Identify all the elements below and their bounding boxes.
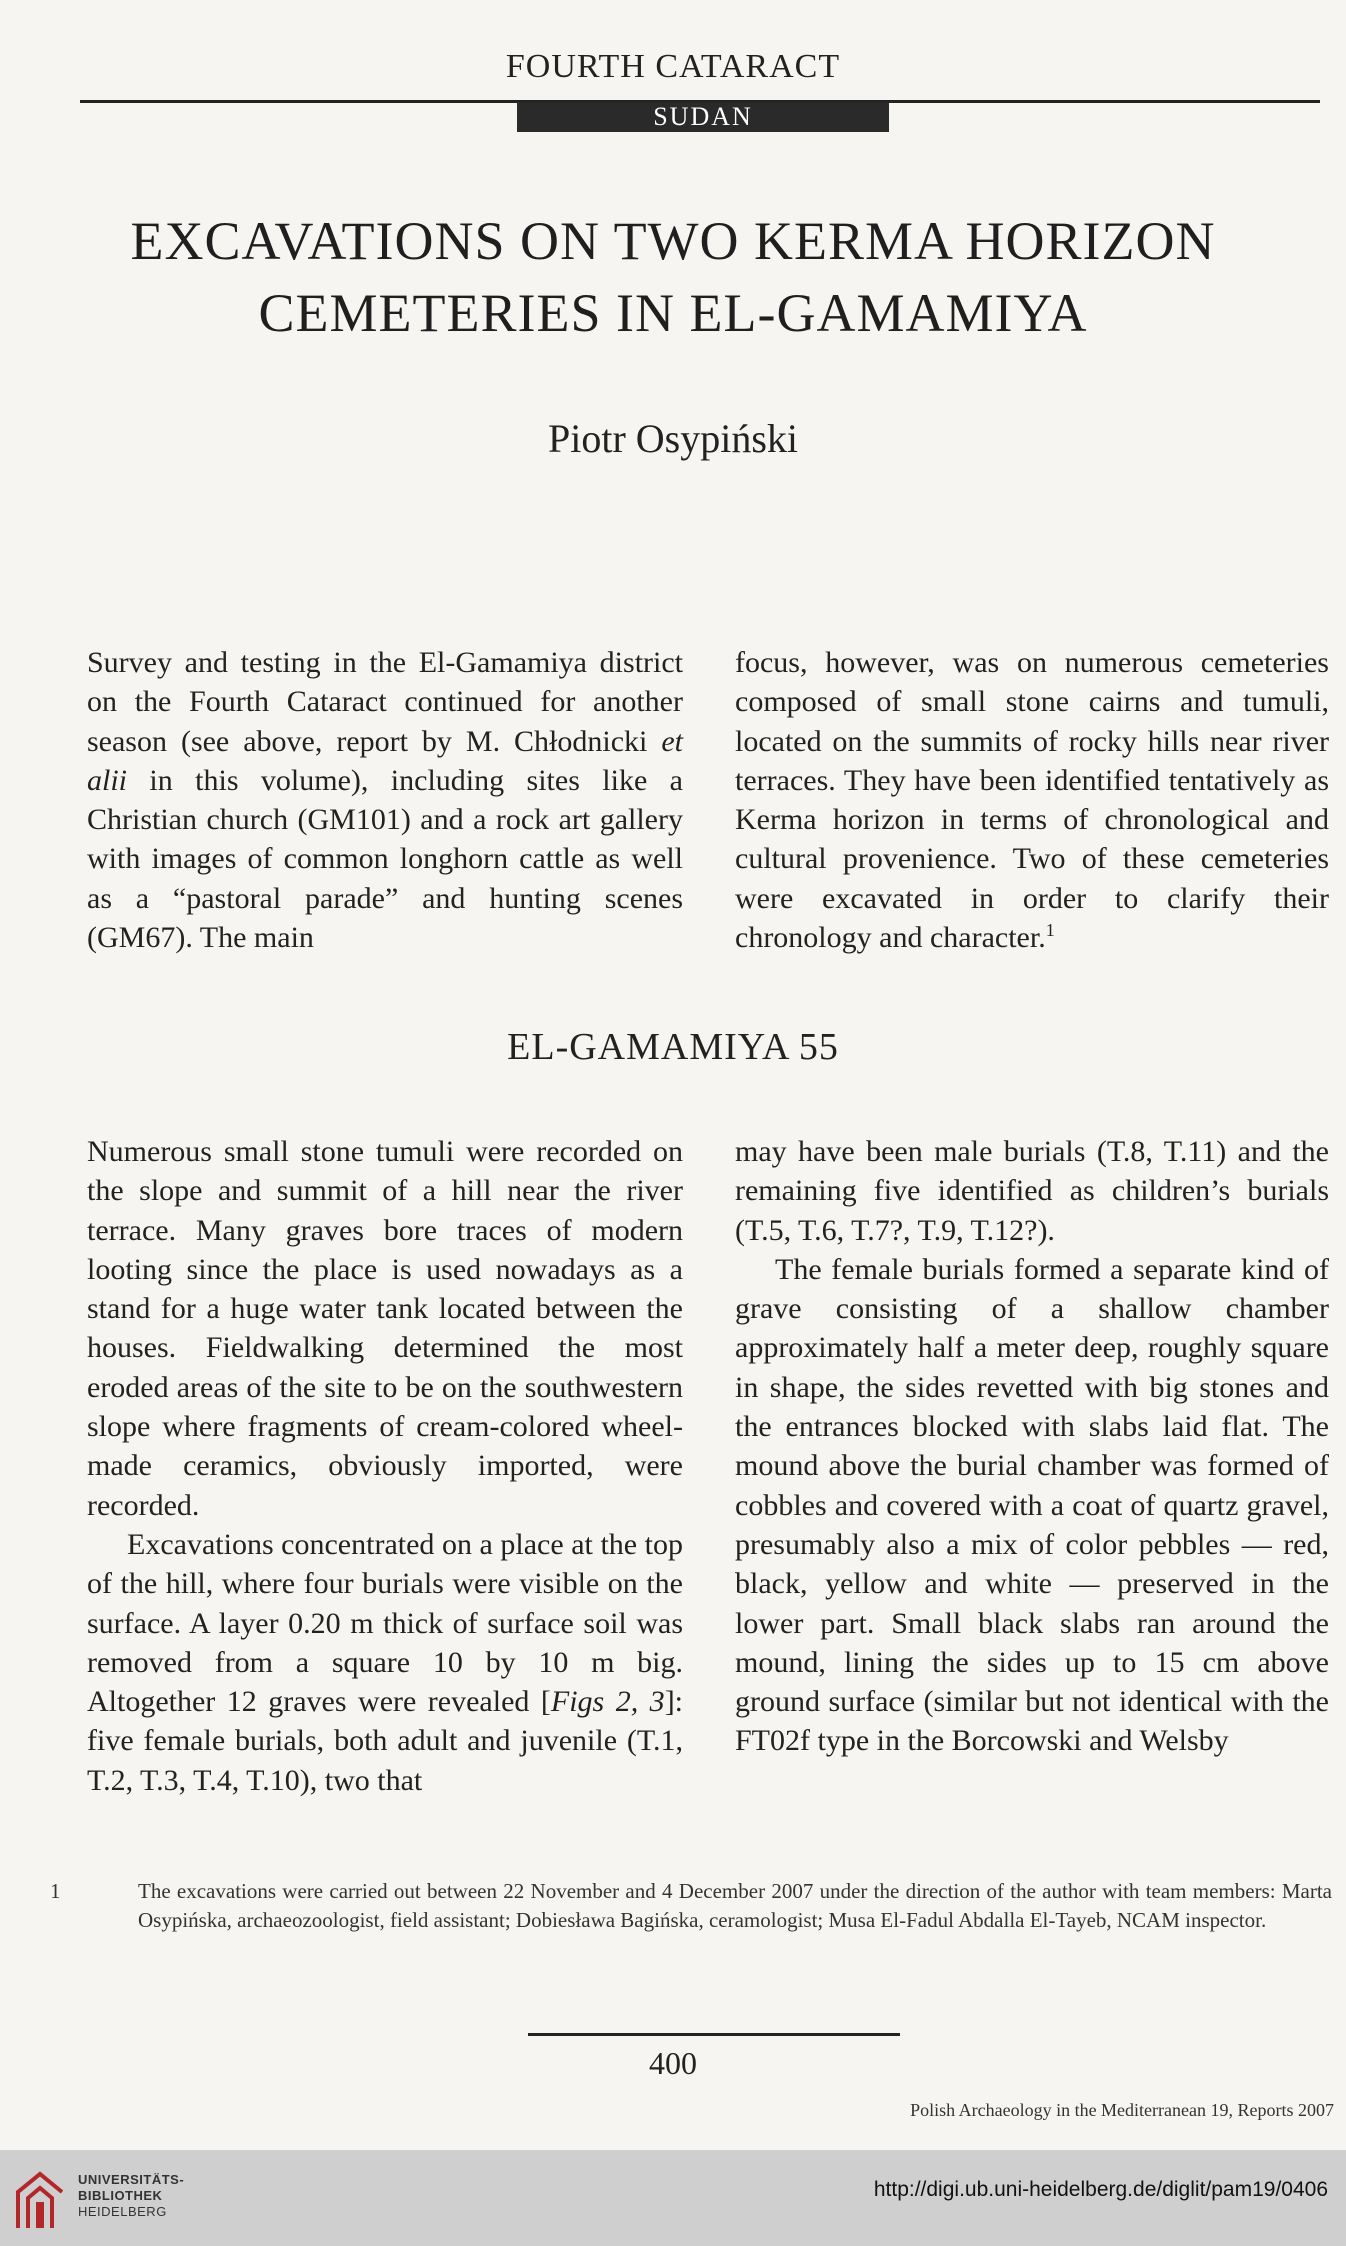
library-line-2: BIBLIOTHEK	[78, 2188, 163, 2203]
footnote-number: 1	[50, 1879, 61, 1903]
intro-et-alii: et alii	[87, 724, 683, 797]
section-paragraph-3: may have been male burials (T.8, T.11) and the remaining five identified as children’s burials (T.5, T.6, T.7?, T.9, T.12?).	[735, 1135, 1329, 1247]
library-line-3: HEIDELBERG	[78, 2204, 167, 2219]
country-band: SUDAN	[517, 102, 889, 132]
intro-left-column	[87, 643, 683, 957]
section-right-column	[735, 1132, 1329, 1761]
section-left-column	[87, 1132, 683, 1800]
page-number: 400	[649, 2045, 697, 2081]
intro-text-a: Survey and testing in the El-Gamamiya district on the Fourth Cataract continued for another season (see above, report by M. Chłodnicki	[87, 646, 683, 758]
footer-rule	[528, 2033, 900, 2036]
section-paragraph-2	[87, 1525, 683, 1800]
section-p2-text-a: Excavations concentrated on a place at the top of the hill, where four burials were visible on the surface. A layer 0.20 m thick of surface soil was removed from a square 10 by 10 m big. Altogether 12 graves were revealed [	[87, 1527, 683, 1719]
title-line-1: EXCAVATIONS ON TWO KERMA HORIZON	[130, 211, 1216, 271]
section-paragraph-4: The female burials formed a separate kind of grave consisting of a shallow chamber approximately half a meter deep, roughly square in shape, the sides revetted with big stones and the entrances blocked with slabs laid flat. The mound above the burial chamber was formed of cobbles and covered with a coat of quartz gravel, presumably also a mix of color pebbles — red, black, yellow and white — preserved in the lower part. Small black slabs ran around the mound, lining the sides up to 15 cm above ground surface (similar but not identical with the FT02f type in the Borcowski and Welsby	[735, 1252, 1329, 1758]
article-title	[0, 205, 1346, 349]
section-heading: EL-GAMAMIYA 55	[507, 1026, 839, 1068]
ub-heidelberg-logo-icon[interactable]	[14, 2170, 66, 2232]
library-line-1: UNIVERSITÄTS-	[78, 2172, 185, 2187]
source-url-link[interactable]: http://digi.ub.uni-heidelberg.de/diglit/pam19/0406	[873, 2178, 1328, 2201]
article-author: Piotr Osypiński	[547, 416, 799, 461]
library-name	[78, 2172, 184, 2220]
intro-right-text: focus, however, was on numerous cemeteries composed of small stone cairns and tumuli, located on the summits of rocky hills near river terraces. They have been identified tentatively as Kerma horizon in terms of chronological and cultural provenience. Two of these cemeteries were excavated in order to clarify their chronology and character.	[735, 646, 1329, 955]
figure-reference[interactable]: Figs 2, 3	[550, 1685, 665, 1719]
intro-right-column	[735, 643, 1329, 957]
intro-paragraph-right	[735, 643, 1329, 957]
section-p2-text-b: ]: five female burials, both adult and juvenile (T.1, T.2, T.3, T.4, T.10), two that	[87, 1685, 684, 1797]
running-header: FOURTH CATARACT	[505, 48, 841, 85]
journal-citation: Polish Archaeology in the Mediterranean 19, Reports 2007	[910, 2100, 1334, 2120]
section-paragraph-1: Numerous small stone tumuli were recorded on the slope and summit of a hill near the river terrace. Many graves bore traces of modern looting since the place is used nowadays as a stand for a huge water tank located between the houses. Fieldwalking determined the most eroded areas of the site to be on the southwestern slope where fragments of cream-colored wheel-made ceramics, obviously imported, were recorded.	[87, 1135, 683, 1522]
footnote	[50, 1877, 1332, 1935]
footnote-text: The excavations were carried out between 22 November and 4 December 2007 under the direction of the author with team members: Marta Osypińska, archaeozoologist, field assistant; Dobiesława Bagińska, ceramologist; Musa El-Fadul Abdalla El-Tayeb, NCAM inspector.	[138, 1879, 1332, 1932]
digitization-footer	[0, 2150, 1346, 2246]
intro-text-b: in this volume), including sites like a Christian church (GM101) and a rock art gallery with images of common longhorn cattle as well as a “pastoral parade” and hunting scenes (GM67). The main	[87, 763, 683, 955]
intro-paragraph	[87, 643, 683, 957]
title-line-2: CEMETERIES IN EL-GAMAMIYA	[258, 283, 1088, 343]
footnote-marker[interactable]: 1	[1045, 920, 1055, 941]
